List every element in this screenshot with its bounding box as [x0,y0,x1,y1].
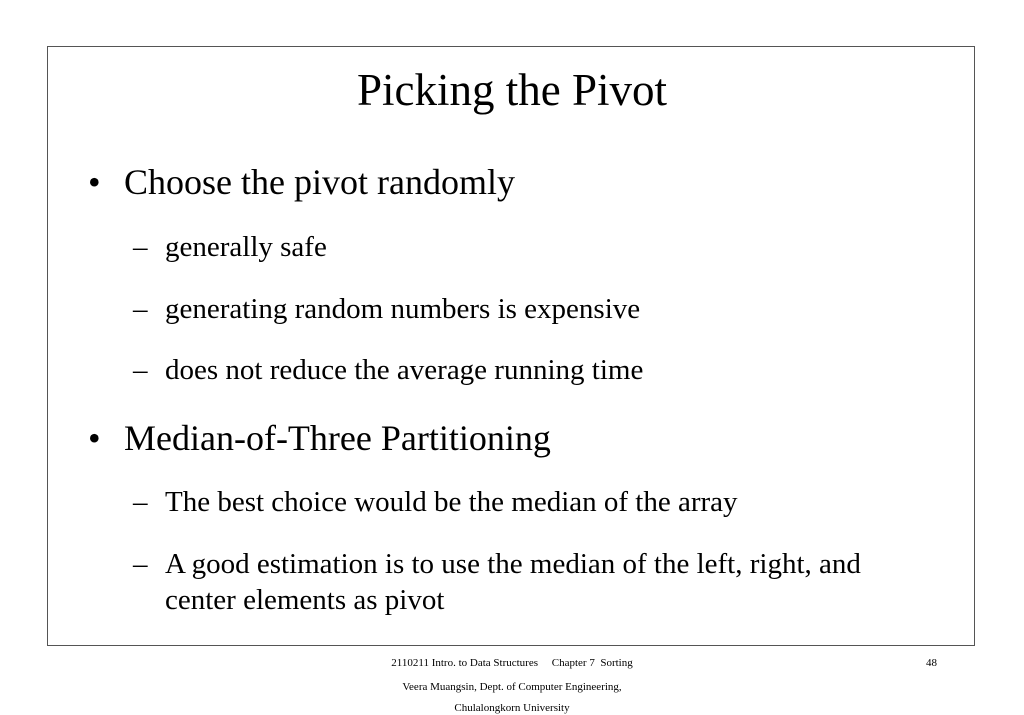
sub-bullet-dash: – [133,354,148,386]
sub-bullet-dash: – [133,486,148,518]
sub-bullet [133,291,640,327]
sub-bullet-text: generating random numbers is expensive [165,293,641,325]
sub-bullet [133,484,738,520]
bullet-text: Median-of-Three Partitioning [124,418,551,458]
bullet-choose-randomly [88,160,515,204]
footer-course: 2110211 Intro. to Data Structures Chapter 7 Sorting [391,657,633,669]
sub-bullet-text: The best choice would be the median of the array [165,486,738,518]
sub-bullet-text: does not reduce the average running time [165,354,644,386]
sub-bullet [133,352,643,388]
sub-bullet-dash: – [133,231,148,263]
sub-bullet-text: A good estimation is to use the median of the left, right, and center elements as pivot [165,548,861,616]
footer-university: Chulalongkorn University [454,702,570,714]
sub-bullet-text: generally safe [165,231,327,263]
bullet-text: Choose the pivot randomly [124,162,515,202]
bullet-dot: • [88,418,101,458]
sub-bullet [133,229,327,265]
sub-bullet-dash: – [133,548,148,580]
bullet-dot: • [88,162,101,202]
footer-page-number: 48 [926,657,937,669]
bullet-median-of-three [88,416,551,460]
sub-bullet [133,546,905,618]
slide-title: Picking the Pivot [356,65,667,115]
sub-bullet-dash: – [133,293,148,325]
footer-author: Veera Muangsin, Dept. of Computer Engineering, [402,681,622,693]
